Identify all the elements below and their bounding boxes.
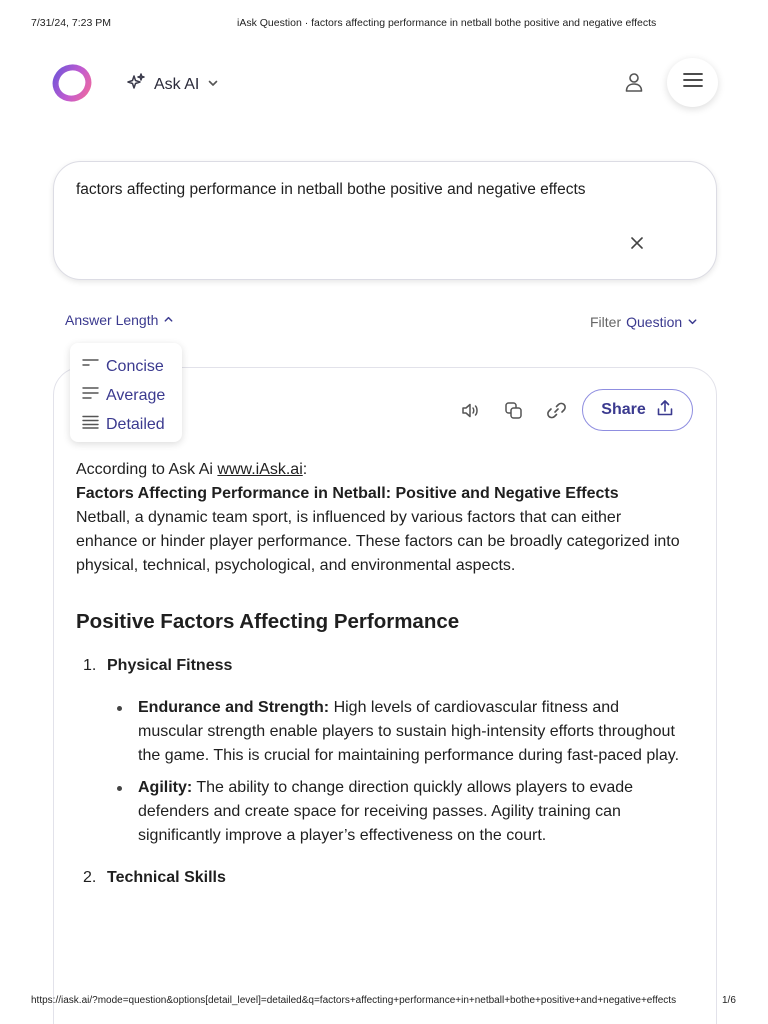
length-option-label: Concise [106, 357, 164, 375]
concise-lines-icon [82, 357, 100, 376]
source-link[interactable]: www.iAsk.ai [217, 461, 303, 478]
bullet [117, 786, 122, 791]
section-title: Positive Factors Affecting Performance [76, 610, 460, 633]
average-lines-icon [82, 386, 100, 405]
bullet [117, 706, 122, 711]
factor-name: Physical Fitness [107, 657, 233, 674]
upload-icon [656, 399, 674, 422]
list-item [76, 866, 686, 890]
answer-length-dropdown [70, 343, 182, 442]
source-prefix: According to Ask Ai [76, 461, 218, 478]
point-text: The ability to change direction quickly allows players to evade defenders and create space for receiving passes. Agility training can significantly improve a player’s effectiveness on the court. [138, 779, 634, 844]
point-text: High levels of cardiovascular fitness and muscular strength enable players to sustain high-intensity efforts throughout the game. This is crucial for maintaining performance during fast-paced play. [138, 699, 680, 764]
clear-icon[interactable] [629, 235, 645, 251]
factor-name: Technical Skills [107, 869, 226, 886]
speaker-icon[interactable] [460, 400, 481, 421]
answer-intro: Netball, a dynamic team sport, is influenced by various factors that can either enhance or hinder player performance. These factors can be broadly categorized into physical, technical, psychological, and environmental aspects. [76, 509, 680, 574]
print-datetime: 7/31/24, 7:23 PM [31, 17, 111, 29]
link-icon[interactable] [546, 400, 567, 421]
hamburger-menu-button[interactable] [667, 58, 718, 107]
factor-number: 1. [83, 657, 97, 674]
answer-source-line [76, 458, 686, 482]
answer-actions [460, 400, 567, 421]
length-option-concise[interactable] [70, 352, 182, 381]
copy-icon[interactable] [503, 400, 524, 421]
chevron-up-icon [163, 312, 174, 328]
length-option-label: Detailed [106, 415, 165, 433]
answer-content [76, 458, 686, 890]
answer-length-label: Answer Length [65, 312, 159, 328]
print-page-number: 1/6 [722, 995, 736, 1006]
list-item [107, 776, 686, 848]
length-option-average[interactable] [70, 381, 182, 410]
print-title: iAsk Question · factors affecting performance in netball bothe positive and negative effects [237, 17, 657, 29]
filter-selector[interactable] [590, 314, 698, 330]
ask-ai-label: Ask AI [154, 75, 200, 93]
factor-number: 2. [83, 869, 97, 886]
point-term: Agility: [138, 779, 193, 796]
search-query-text[interactable]: factors affecting performance in netball bothe positive and negative effects [76, 181, 586, 198]
iask-logo[interactable] [52, 63, 92, 103]
user-icon[interactable] [622, 70, 646, 94]
length-option-label: Average [106, 386, 166, 404]
source-suffix: : [302, 461, 308, 478]
list-item [107, 696, 686, 768]
point-term: Endurance and Strength: [138, 699, 330, 716]
detailed-lines-icon [82, 415, 100, 434]
filter-value: Question [626, 314, 683, 330]
filter-label: Filter [590, 314, 622, 330]
factor-points [107, 696, 686, 848]
answer-heading: Factors Affecting Performance in Netball: Positive and Negative Effects [76, 485, 619, 502]
factor-list [76, 654, 686, 890]
share-button[interactable] [582, 389, 693, 431]
chevron-down-icon [687, 314, 698, 330]
sparkles-icon [126, 72, 146, 97]
search-box[interactable] [53, 161, 717, 280]
print-url: https://iask.ai/?mode=question&options[detail_level]=detailed&q=factors+affecting+performance+in+netball+bothe+positive+and+negative+effects [31, 995, 677, 1006]
hamburger-menu-icon [682, 71, 704, 94]
top-bar [0, 58, 768, 108]
chevron-down-icon [207, 76, 219, 94]
share-label: Share [601, 401, 646, 418]
list-item [76, 654, 686, 848]
length-option-detailed[interactable] [70, 410, 182, 439]
ask-ai-mode-selector[interactable] [126, 72, 219, 97]
answer-length-toggle[interactable] [65, 312, 174, 328]
